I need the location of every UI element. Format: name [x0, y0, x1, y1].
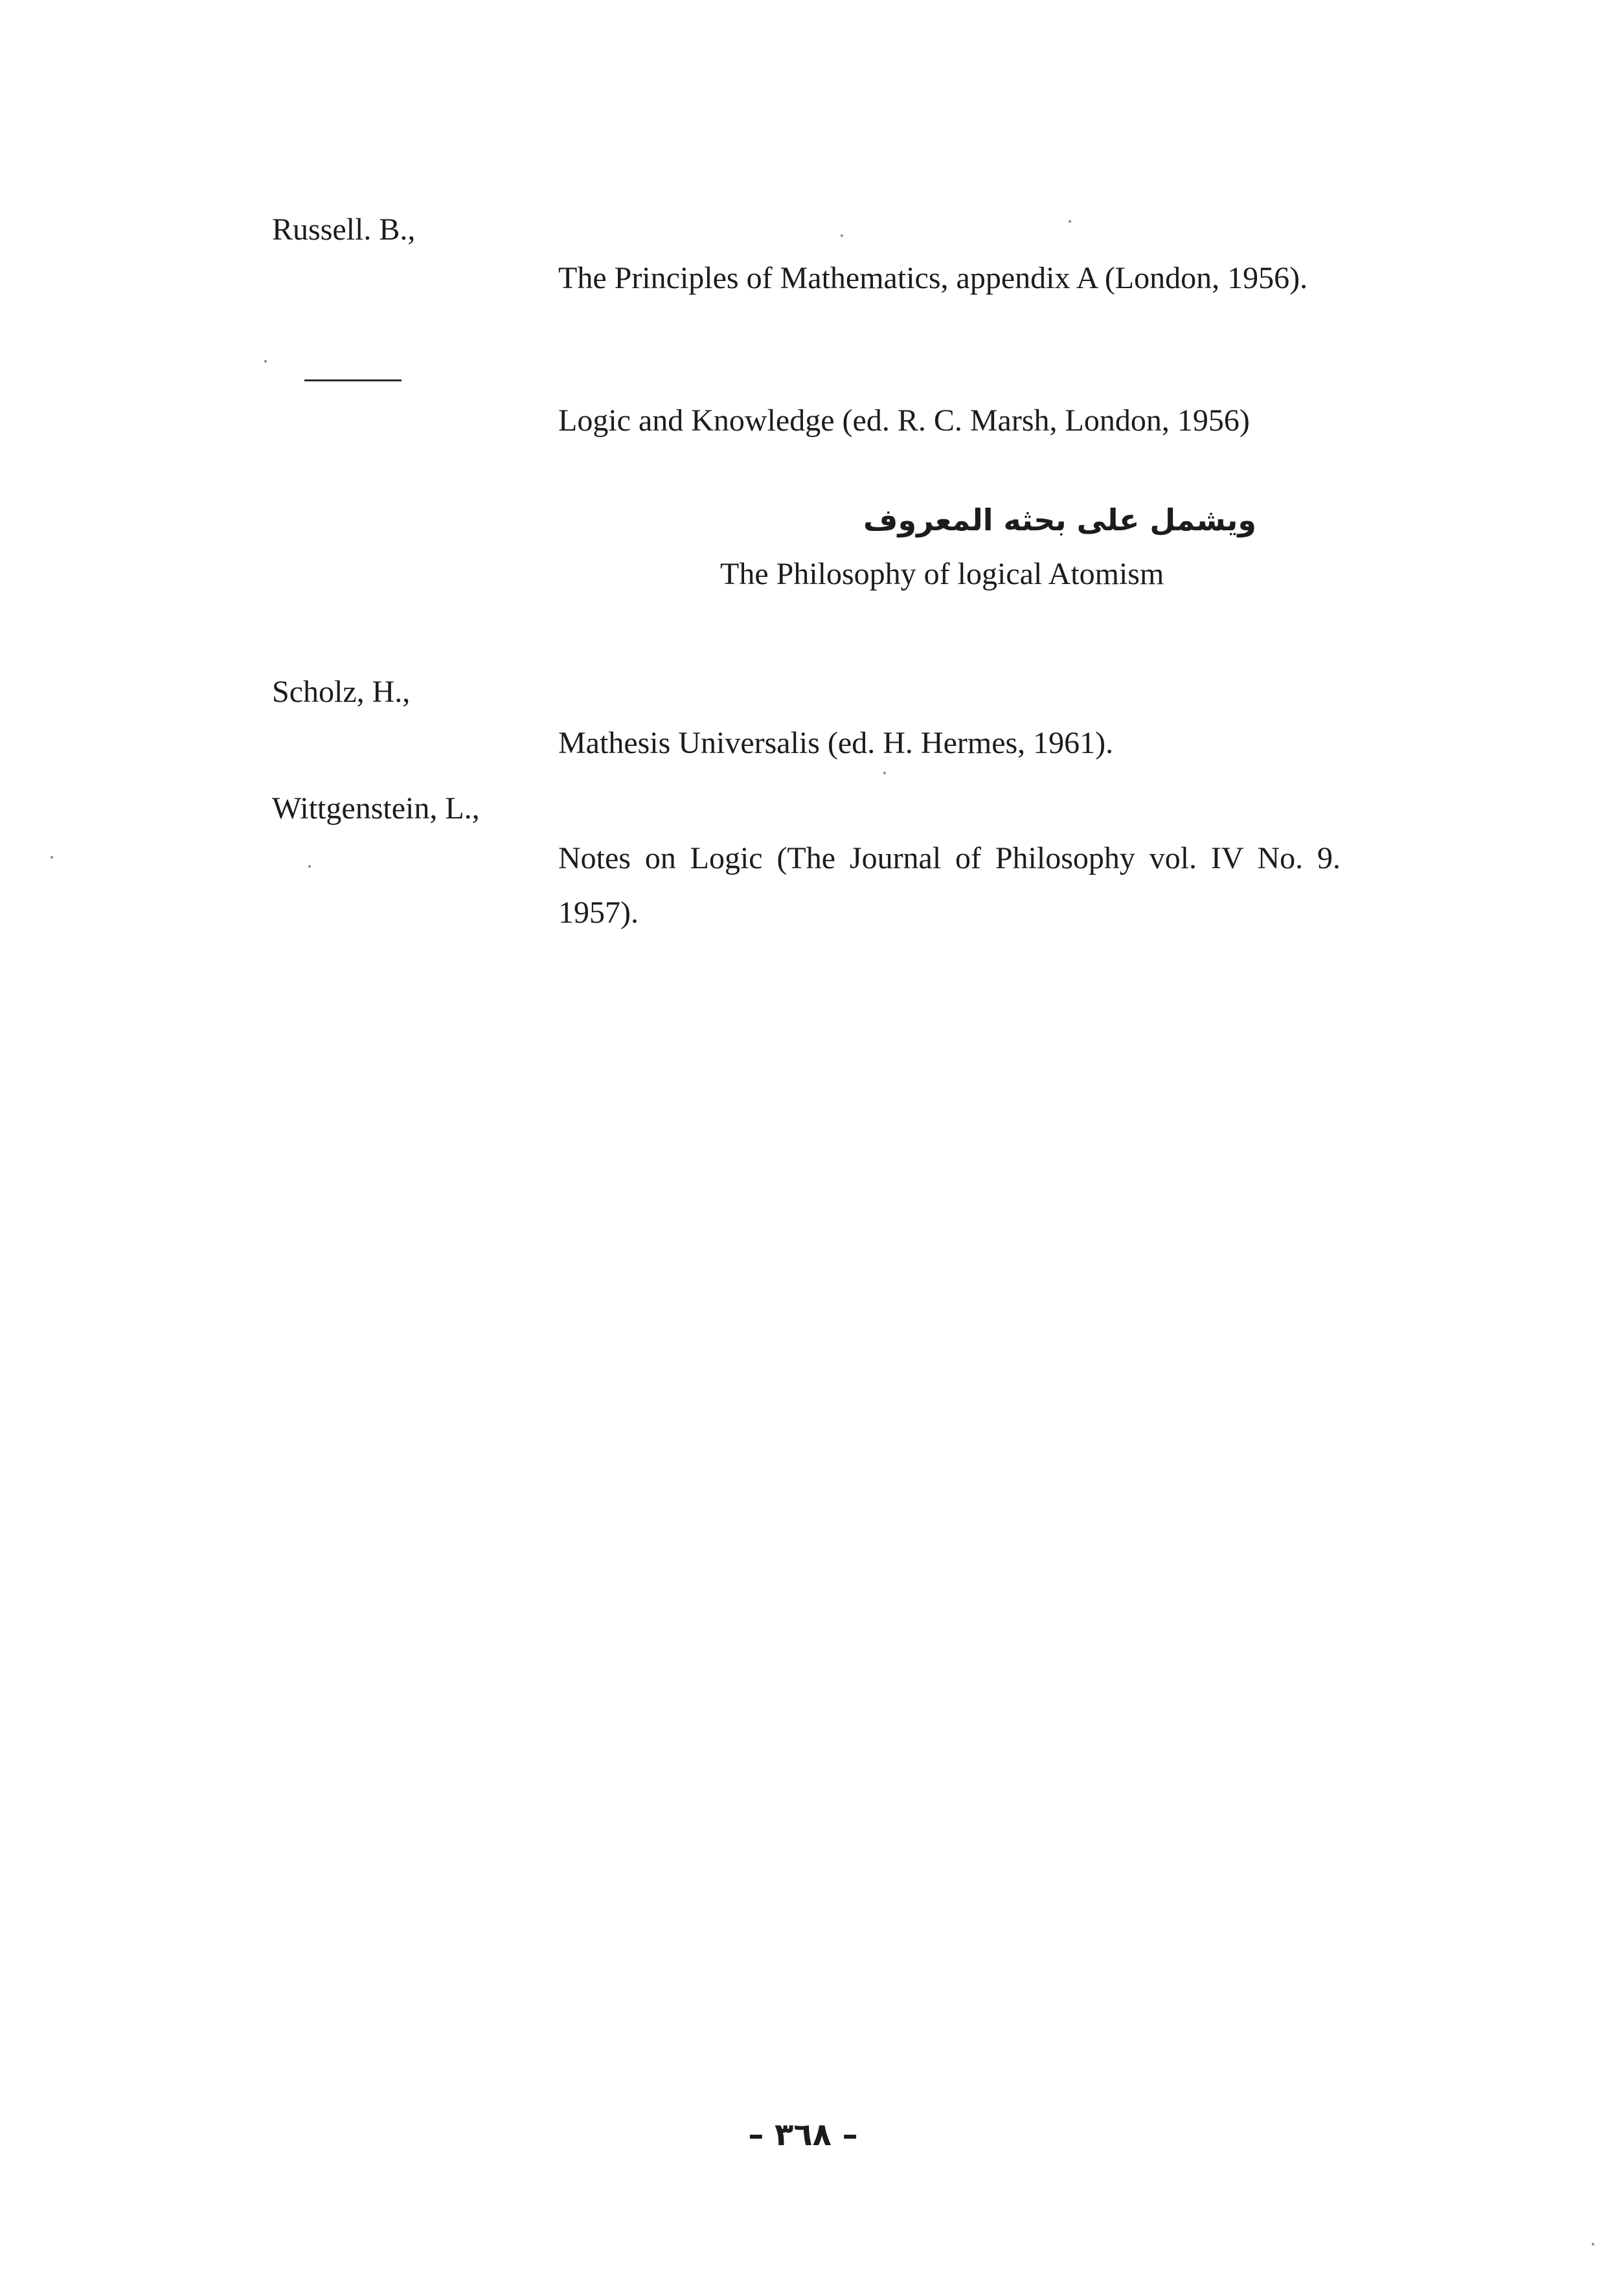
- scan-speck: [1069, 220, 1071, 223]
- scan-speck: [264, 360, 267, 363]
- scan-speck: [51, 856, 53, 859]
- work-mathesis-universalis: Mathesis Universalis (ed. H. Hermes, 1961).: [558, 726, 1114, 760]
- arabic-note: ويشمل على بحثه المعروف: [863, 502, 1256, 537]
- work-principles-of-mathematics: The Principles of Mathematics, appendix A (London, 1956).: [558, 261, 1308, 295]
- work-notes-on-logic: Notes on Logic (The Journal of Philosophy vol. IV No. 9. 1957).: [558, 841, 1341, 930]
- scan-speck: [308, 865, 311, 868]
- scan-speck: [841, 234, 843, 237]
- author-scholz: Scholz, H.,: [272, 675, 411, 709]
- author-russell: Russell. B.,: [272, 212, 416, 247]
- work-logic-and-knowledge: Logic and Knowledge (ed. R. C. Marsh, London, 1956): [558, 403, 1250, 438]
- page-number: – ٣٦٨ –: [748, 2117, 858, 2153]
- scan-speck: [1592, 2243, 1594, 2245]
- author-wittgenstein: Wittgenstein, L.,: [272, 791, 480, 826]
- philosophy-logical-atomism-title: The Philosophy of logical Atomism: [720, 557, 1164, 591]
- ditto-rule: [304, 379, 402, 381]
- scan-speck: [883, 772, 886, 774]
